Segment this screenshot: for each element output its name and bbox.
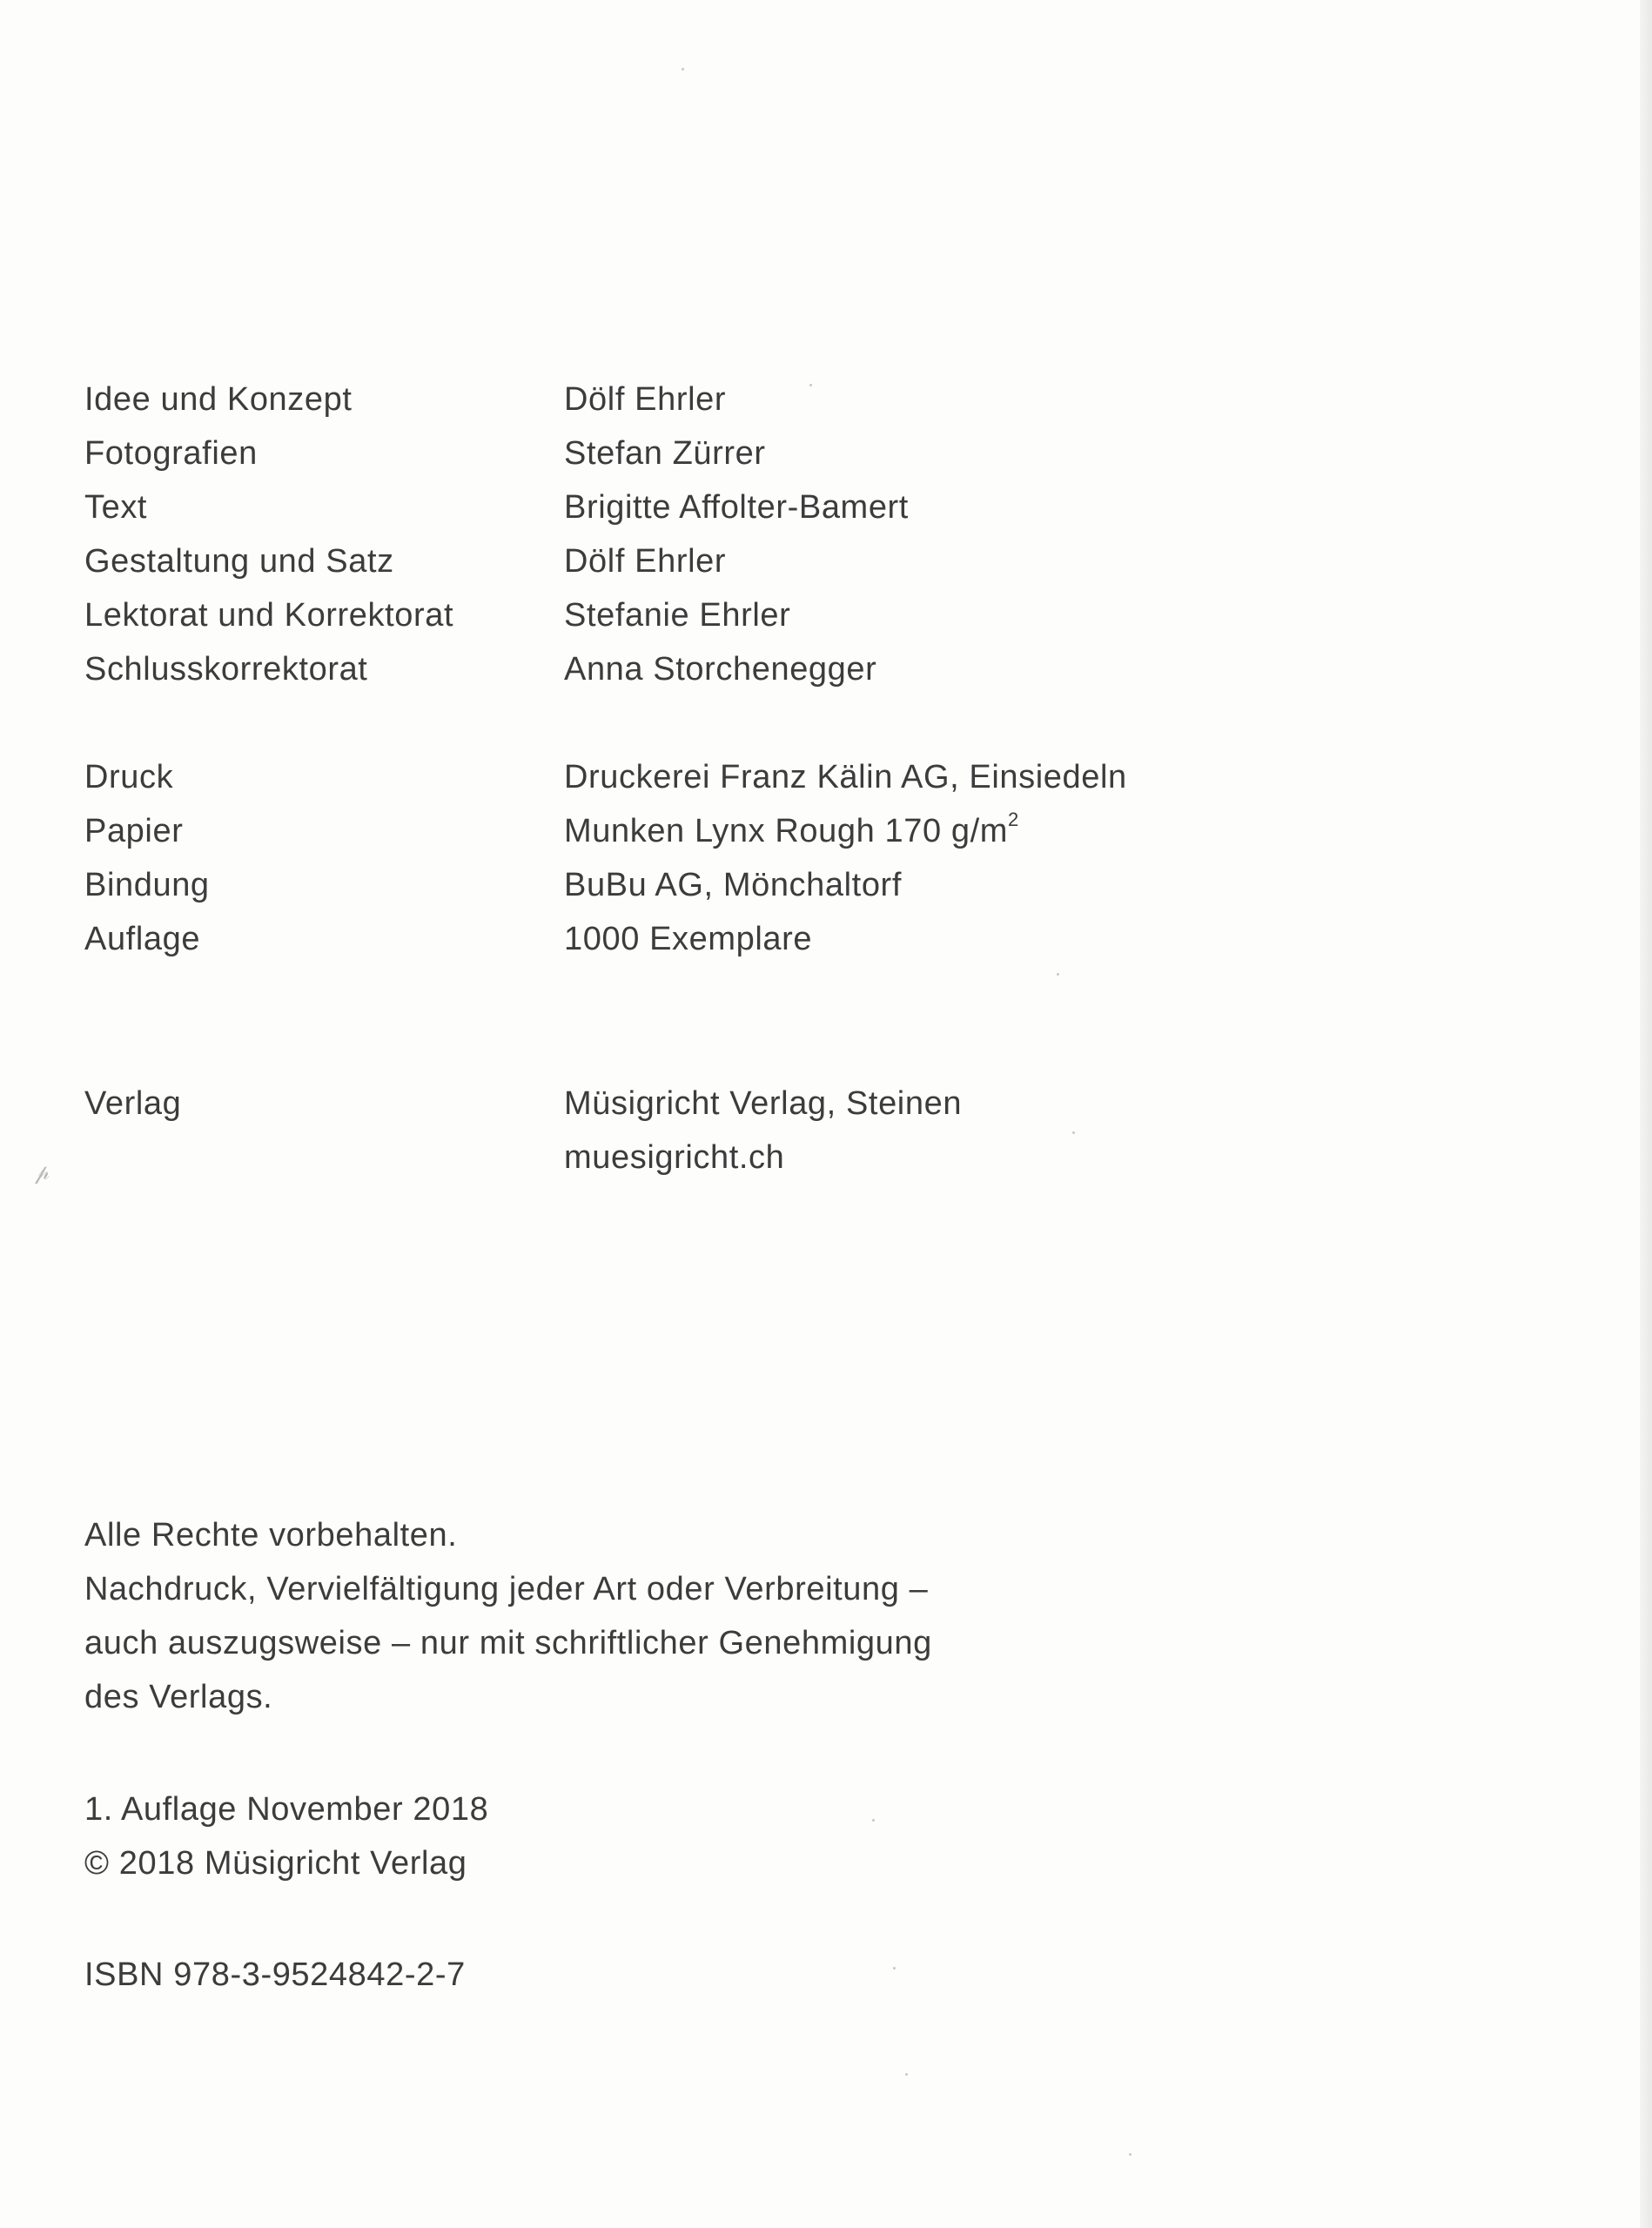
scan-speck (1072, 1131, 1075, 1134)
scan-speck (1057, 973, 1059, 976)
publisher-name: Müsigricht Verlag, Steinen (564, 1085, 963, 1122)
isbn-number: ISBN 978-3-9524842-2-7 (84, 1956, 466, 1993)
credit-label: Schlusskorrektorat (84, 651, 368, 688)
isbn-block (84, 1948, 466, 2002)
rights-line: Alle Rechte vorbehalten. (84, 1517, 458, 1554)
scan-speck (893, 1967, 896, 1970)
rights-line: Nachdruck, Vervielfältigung jeder Art oder Verbreitung – (84, 1571, 929, 1607)
edition-block (84, 1782, 488, 1890)
rights-line: auch auszugsweise – nur mit schriftlicher Genehmigung (84, 1625, 932, 1661)
production-label: Druck (84, 759, 174, 795)
page-edge-shadow (1640, 0, 1652, 2228)
credit-label: Text (84, 489, 148, 526)
credit-value: Stefanie Ehrler (564, 597, 791, 634)
credit-value: Dölf Ehrler (564, 543, 727, 580)
credit-label: Gestaltung und Satz (84, 543, 394, 580)
credit-value: Anna Storchenegger (564, 651, 877, 688)
production-value: 1000 Exemplare (564, 921, 813, 957)
credit-label: Fotografien (84, 435, 258, 472)
production-value-paper (564, 804, 1019, 858)
production-value: BuBu AG, Mönchaltorf (564, 867, 902, 903)
unit-superscript: 2 (1008, 809, 1019, 831)
production-label: Auflage (84, 921, 201, 957)
rights-notice (84, 1508, 932, 1724)
publisher-website: muesigricht.ch (564, 1139, 785, 1176)
scan-speck (872, 1819, 875, 1822)
copyright-line: © 2018 Müsigricht Verlag (84, 1845, 467, 1882)
production-label: Bindung (84, 867, 210, 903)
publisher-label: Verlag (84, 1085, 182, 1122)
credit-value: Brigitte Affolter-Bamert (564, 489, 909, 526)
scan-speck (682, 68, 684, 70)
credit-value: Stefan Zürrer (564, 435, 766, 472)
scan-speck (1129, 2153, 1132, 2156)
scan-speck (905, 2073, 908, 2076)
credit-value: Dölf Ehrler (564, 381, 727, 418)
production-label: Papier (84, 813, 184, 849)
scan-mark: 𝓅 (35, 1160, 50, 1184)
rights-line: des Verlags. (84, 1679, 273, 1715)
paper-spec: Munken Lynx Rough 170 g/m (564, 813, 1009, 849)
credit-label: Idee und Konzept (84, 381, 353, 418)
production-value: Druckerei Franz Kälin AG, Einsiedeln (564, 759, 1127, 795)
scan-speck (809, 384, 812, 386)
edition-line: 1. Auflage November 2018 (84, 1791, 489, 1828)
credit-label: Lektorat und Korrektorat (84, 597, 454, 634)
